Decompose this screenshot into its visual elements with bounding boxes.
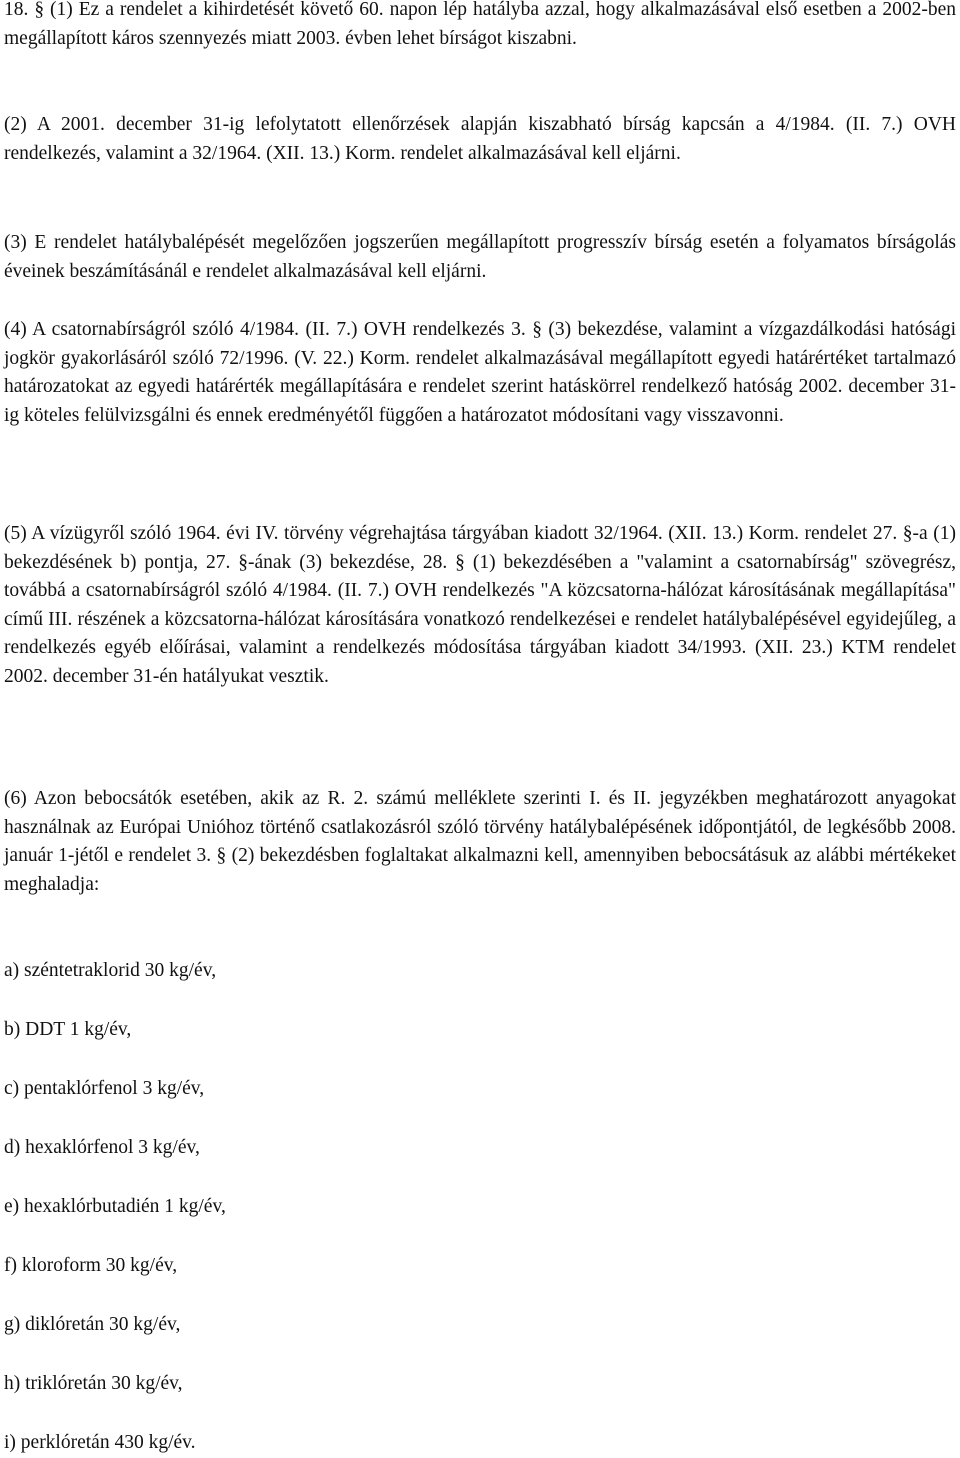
list-item-f: f) kloroform 30 kg/év, <box>4 1255 178 1276</box>
list-item-c: c) pentaklórfenol 3 kg/év, <box>4 1078 205 1099</box>
list-item-e: e) hexaklórbutadién 1 kg/év, <box>4 1196 226 1217</box>
paragraph-4: (4) A csatornabírságról szóló 4/1984. (II. 7.) OVH rendelkezés 3. § (3) bekezdése, valamint a vízgazdálkodási hatósági jogkör gyakorlásáról szóló 72/1996. (V. 22.) Korm. rendelet alkalmazásával megállapított egyedi határértéket tartalmazó határozatokat az egyedi határérték megállapítására e rendelet szerint hatáskörrel rendelkező hatóság 2002. december 31-ig köteles felülvizsgálni és ennek eredményétől függően a határozatot módosítani vagy visszavonni. <box>4 319 956 426</box>
paragraph-18-1: 18. § (1) Ez a rendelet a kihirdetését követő 60. napon lép hatályba azzal, hogy alkalmazásával első esetben a 2002-ben megállapított káros szennyezés miatt 2003. évben lehet bírságot kiszabni. <box>4 0 956 49</box>
list-item-a: a) széntetraklorid 30 kg/év, <box>4 960 217 981</box>
list-item-h: h) triklóretán 30 kg/év, <box>4 1373 183 1394</box>
list-item-g: g) diklóretán 30 kg/év, <box>4 1314 181 1335</box>
list-item-d: d) hexaklórfenol 3 kg/év, <box>4 1137 200 1158</box>
list-item-b: b) DDT 1 kg/év, <box>4 1019 132 1040</box>
paragraph-2: (2) A 2001. december 31-ig lefolytatott ellenőrzések alapján kiszabható bírság kapcsán a 4/1984. (II. 7.) OVH rendelkezés, valamint a 32/1964. (XII. 13.) Korm. rendelet alkalmazásával kell eljárni. <box>4 114 956 164</box>
list-item-i: i) perklóretán 430 kg/év. <box>4 1432 196 1453</box>
paragraph-6: (6) Azon bebocsátók esetében, akik az R. 2. számú melléklete szerinti I. és II. jegyzékben meghatározott anyagokat használnak az Európai Unióhoz történő csatlakozásról szóló törvény hatálybalépésének időpontjától, de legkésőbb 2008. január 1-jétől e rendelet 3. § (2) bekezdésben foglaltakat alkalmazni kell, amennyiben bebocsátásuk az alábbi mértékeket meghaladja: <box>4 788 956 895</box>
paragraph-3: (3) E rendelet hatálybalépését megelőzően jogszerűen megállapított progresszív bírság esetén a folyamatos bírságolás éveinek beszámításánál e rendelet alkalmazásával kell eljárni. <box>4 232 956 282</box>
paragraph-5: (5) A vízügyről szóló 1964. évi IV. törvény végrehajtása tárgyában kiadott 32/1964. (XII. 13.) Korm. rendelet 27. §-a (1) bekezdésének b) pontja, 27. §-ának (3) bekezdése, 28. § (1) bekezdésében a "valamint a csatornabírság" szövegrész, továbbá a csatornabírságról szóló 4/1984. (II. 7.) OVH rendelkezés "A közcsatorna-hálózat károsításának megállapítása" című III. részének a közcsatorna-hálózat károsítására vonatkozó rendelkezései e rendelet hatálybalépésével egyidejűleg, a rendelkezés egyéb előírásai, valamint a rendelkezés módosítása tárgyában kiadott 34/1993. (XII. 23.) KTM rendelet 2002. december 31-én hatályukat vesztik. <box>4 523 956 687</box>
